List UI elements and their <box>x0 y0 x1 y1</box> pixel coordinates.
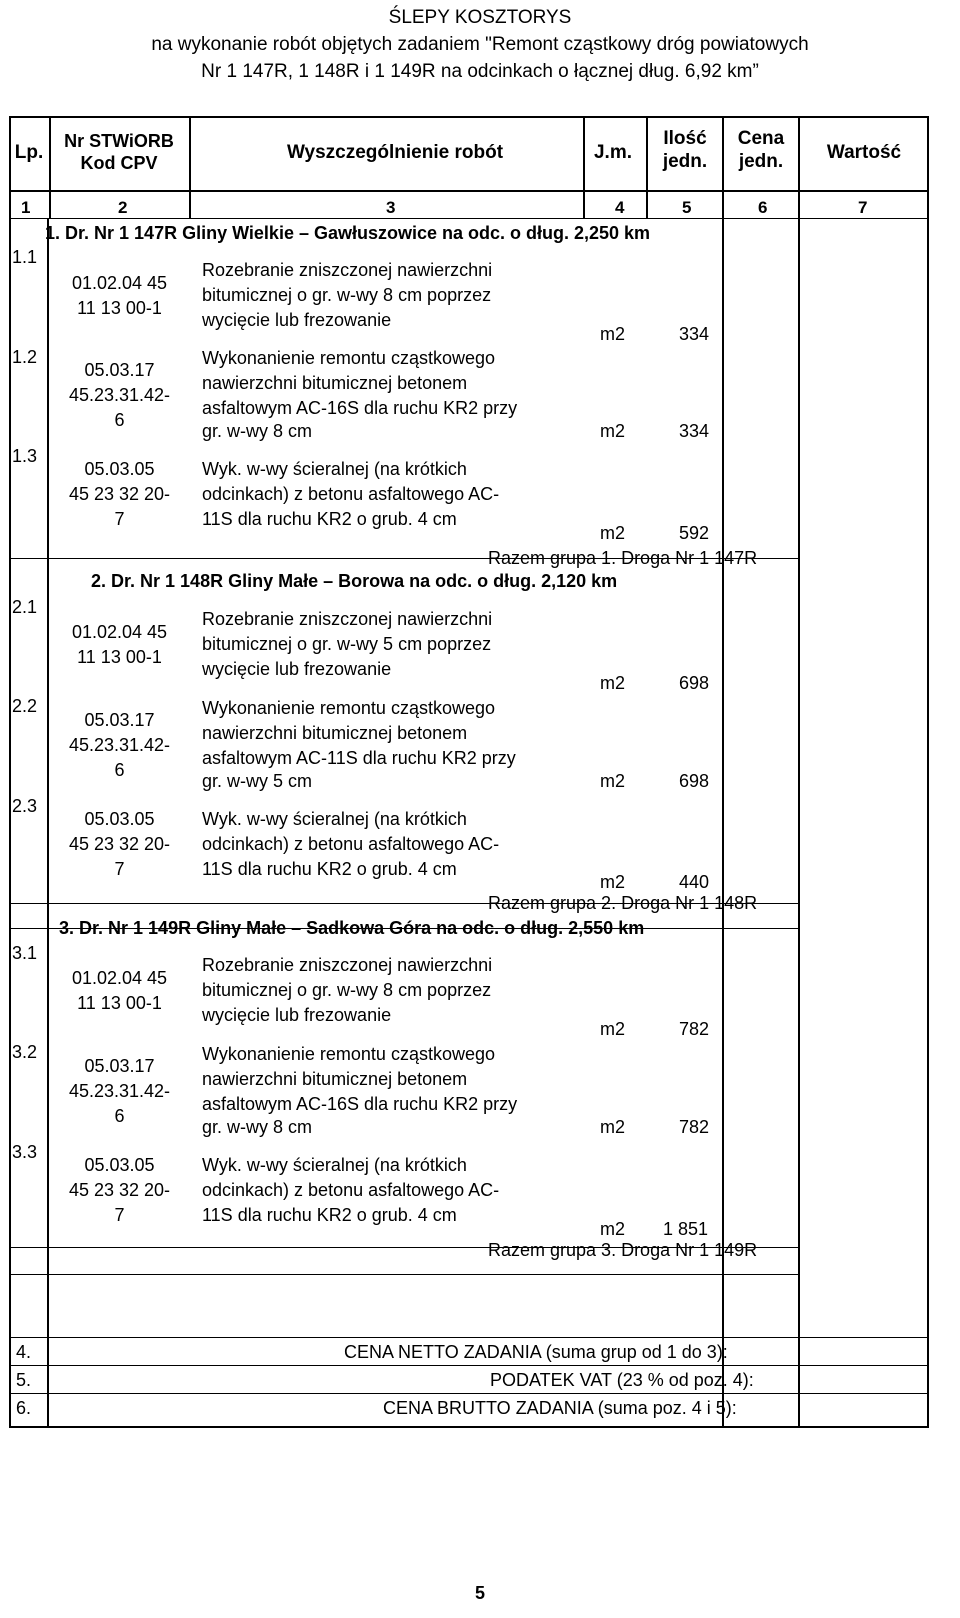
row-line <box>9 1274 798 1275</box>
item-desc: nawierzchni bitumicznej betonem <box>202 373 468 393</box>
item-lp: 1.3 <box>12 446 38 466</box>
item-desc: 11S dla ruchu KR2 o grub. 4 cm <box>202 509 457 529</box>
col-number-6: 6 <box>758 198 768 217</box>
summary-lp: 6. <box>16 1398 32 1418</box>
group-2-heading: 2. Dr. Nr 1 148R Gliny Małe – Borowa na odc. o dług. 2,120 km <box>91 571 618 591</box>
document-subtitle-line1: na wykonanie robót objętych zadaniem "Remont cząstkowy dróg powiatowych <box>151 34 809 55</box>
header-unit: J.m. <box>593 142 633 163</box>
item-desc: gr. w-wy 8 cm <box>202 421 313 441</box>
item-desc: Wykonanienie remontu cząstkowego <box>202 698 495 718</box>
item-desc: wycięcie lub frezowanie <box>202 659 392 679</box>
item-desc: bitumicznej o gr. w-wy 5 cm poprzez <box>202 634 492 654</box>
item-code: 01.02.04 45 <box>71 622 168 642</box>
item-code: 05.03.05 <box>84 459 155 479</box>
item-unit: m2 <box>600 324 626 344</box>
item-desc: bitumicznej o gr. w-wy 8 cm poprzez <box>202 285 492 305</box>
col-divider <box>49 116 51 218</box>
item-code: 45 23 32 20- <box>68 834 171 854</box>
item-code: 45 23 32 20- <box>68 1180 171 1200</box>
item-unit: m2 <box>600 1219 626 1239</box>
item-desc: Wyk. w-wy ścieralnej (na krótkich <box>202 1155 467 1175</box>
summary-col-divider <box>47 1337 49 1428</box>
item-code: 11 13 00-1 <box>77 993 162 1013</box>
item-code: 6 <box>114 1106 125 1126</box>
summary-gross-price: CENA BRUTTO ZADANIA (suma poz. 4 i 5): <box>383 1398 737 1418</box>
col-divider <box>722 116 724 1428</box>
col-divider <box>583 116 585 218</box>
col-divider <box>47 218 49 1341</box>
header-code-line1: Nr STWiORB <box>64 131 174 151</box>
document-subtitle-line2: Nr 1 147R, 1 148R i 1 149R na odcinkach o łącznej dług. 6,92 km” <box>201 61 759 82</box>
item-code: 05.03.17 <box>84 360 155 380</box>
item-desc: odcinkach) z betonu asfaltowego AC- <box>202 484 500 504</box>
item-lp: 3.1 <box>12 943 38 963</box>
col-divider <box>798 116 800 1428</box>
item-desc: Wyk. w-wy ścieralnej (na krótkich <box>202 809 467 829</box>
item-desc: asfaltowym AC-11S dla ruchu KR2 przy <box>202 748 516 768</box>
item-qty: 592 <box>679 523 710 543</box>
page-number: 5 <box>474 1583 485 1603</box>
item-code: 05.03.05 <box>84 1155 155 1175</box>
group-1-heading: 1. Dr. Nr 1 147R Gliny Wielkie – Gawłuszowice na odc. o dług. 2,250 km <box>45 223 651 243</box>
col-number-7: 7 <box>858 198 868 217</box>
item-lp: 2.2 <box>12 696 38 716</box>
item-lp: 1.2 <box>12 347 38 367</box>
summary-vat: PODATEK VAT (23 % od poz. 4): <box>490 1370 754 1390</box>
col-number-5: 5 <box>682 198 692 217</box>
item-code: 45.23.31.42- <box>68 385 171 405</box>
item-qty: 782 <box>679 1019 710 1039</box>
item-desc: nawierzchni bitumicznej betonem <box>202 1069 468 1089</box>
item-desc: Rozebranie zniszczonej nawierzchni <box>202 609 493 629</box>
item-code: 05.03.17 <box>84 1056 155 1076</box>
group-3-heading: 3. Dr. Nr 1 149R Gliny Małe – Sadkowa Góra na odc. o dług. 2,550 km <box>59 918 645 938</box>
item-unit: m2 <box>600 1117 626 1137</box>
group-3-total-label: Razem grupa 3. Droga Nr 1 149R <box>488 1240 758 1260</box>
item-qty: 698 <box>679 771 710 791</box>
item-desc: wycięcie lub frezowanie <box>202 310 392 330</box>
item-qty: 334 <box>679 421 710 441</box>
item-code: 11 13 00-1 <box>77 298 162 318</box>
item-desc: Rozebranie zniszczonej nawierzchni <box>202 260 493 280</box>
item-desc: nawierzchni bitumicznej betonem <box>202 723 468 743</box>
item-unit: m2 <box>600 1019 626 1039</box>
col-number-4: 4 <box>615 198 625 217</box>
item-desc: bitumicznej o gr. w-wy 8 cm poprzez <box>202 980 492 1000</box>
item-code: 7 <box>114 859 125 879</box>
item-desc: 11S dla ruchu KR2 o grub. 4 cm <box>202 859 457 879</box>
item-desc: Wyk. w-wy ścieralnej (na krótkich <box>202 459 467 479</box>
summary-net-price: CENA NETTO ZADANIA (suma grup od 1 do 3): <box>344 1342 728 1362</box>
item-code: 45.23.31.42- <box>68 1081 171 1101</box>
item-desc: Wykonanienie remontu cząstkowego <box>202 1044 495 1064</box>
header-bottom-line <box>9 190 929 192</box>
summary-line <box>9 1365 929 1366</box>
item-code: 45.23.31.42- <box>68 735 171 755</box>
item-qty: 1 851 <box>663 1219 709 1239</box>
col-divider <box>646 116 648 218</box>
item-code: 05.03.17 <box>84 710 155 730</box>
summary-top-line <box>9 1337 929 1338</box>
item-code: 11 13 00-1 <box>77 647 162 667</box>
item-desc: Wykonanienie remontu cząstkowego <box>202 348 495 368</box>
item-qty: 782 <box>679 1117 710 1137</box>
item-unit: m2 <box>600 523 626 543</box>
document-title: ŚLEPY KOSZTORYS <box>388 7 572 28</box>
item-lp: 3.2 <box>12 1042 38 1062</box>
item-code: 01.02.04 45 <box>71 968 168 988</box>
col-number-1: 1 <box>21 198 31 217</box>
item-desc: Rozebranie zniszczonej nawierzchni <box>202 955 493 975</box>
item-code: 05.03.05 <box>84 809 155 829</box>
item-code: 7 <box>114 509 125 529</box>
item-desc: asfaltowym AC-16S dla ruchu KR2 przy <box>202 1094 518 1114</box>
header-price-line1: Cena <box>737 128 785 149</box>
item-unit: m2 <box>600 872 626 892</box>
item-lp: 3.3 <box>12 1142 38 1162</box>
item-desc: gr. w-wy 5 cm <box>202 771 313 791</box>
item-desc: odcinkach) z betonu asfaltowego AC- <box>202 834 500 854</box>
item-code: 6 <box>114 760 125 780</box>
summary-lp: 5. <box>16 1370 32 1390</box>
item-code: 6 <box>114 410 125 430</box>
item-qty: 440 <box>679 872 710 892</box>
item-code: 01.02.04 45 <box>71 273 168 293</box>
col-numbers-bottom-line <box>9 218 929 219</box>
item-qty: 334 <box>679 324 710 344</box>
group-1-total-label: Razem grupa 1. Droga Nr 1 147R <box>488 548 758 568</box>
summary-line <box>9 1393 929 1394</box>
item-lp: 2.3 <box>12 796 38 816</box>
item-desc: gr. w-wy 8 cm <box>202 1117 313 1137</box>
col-divider <box>189 116 191 218</box>
header-lp: Lp. <box>14 142 44 163</box>
item-desc: 11S dla ruchu KR2 o grub. 4 cm <box>202 1205 457 1225</box>
header-value: Wartość <box>826 142 902 163</box>
header-description: Wyszczególnienie robót <box>286 142 504 163</box>
item-lp: 2.1 <box>12 597 38 617</box>
item-unit: m2 <box>600 771 626 791</box>
col-number-3: 3 <box>386 198 396 217</box>
item-qty: 698 <box>679 673 710 693</box>
summary-lp: 4. <box>16 1342 32 1362</box>
item-lp: 1.1 <box>12 247 38 267</box>
header-code-line2: Kod CPV <box>80 153 158 173</box>
item-desc: odcinkach) z betonu asfaltowego AC- <box>202 1180 500 1200</box>
group-2-total-label: Razem grupa 2. Droga Nr 1 148R <box>488 893 758 913</box>
item-desc: asfaltowym AC-16S dla ruchu KR2 przy <box>202 398 518 418</box>
header-qty-line2: jedn. <box>662 151 708 172</box>
item-code: 7 <box>114 1205 125 1225</box>
item-unit: m2 <box>600 421 626 441</box>
item-code: 45 23 32 20- <box>68 484 171 504</box>
item-desc: wycięcie lub frezowanie <box>202 1005 392 1025</box>
col-number-2: 2 <box>118 198 128 217</box>
header-qty-line1: Ilość <box>663 128 707 149</box>
item-unit: m2 <box>600 673 626 693</box>
header-price-line2: jedn. <box>738 151 784 172</box>
